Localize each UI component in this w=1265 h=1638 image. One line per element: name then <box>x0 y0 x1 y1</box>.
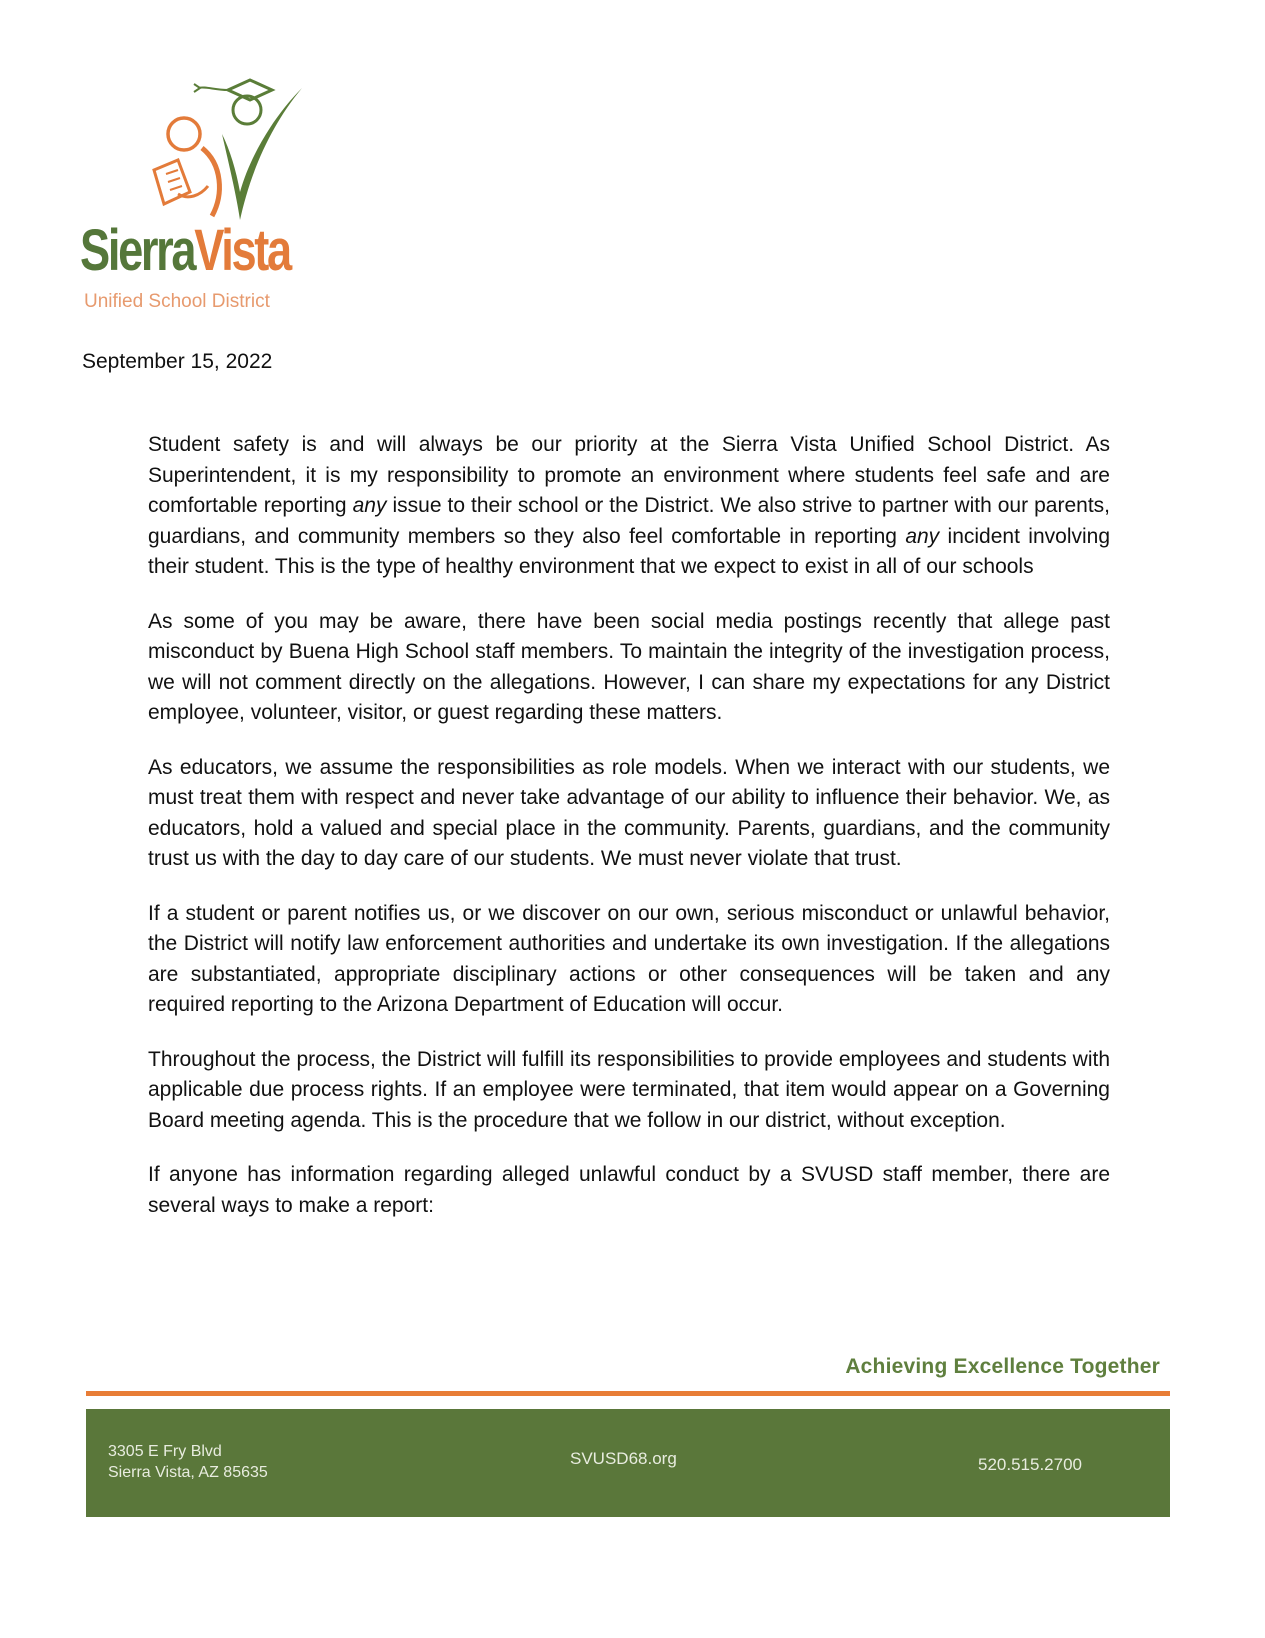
footer-phone: 520.515.2700 <box>978 1455 1082 1474</box>
paragraph-2: As some of you may be aware, there have been social media postings recently that allege past misconduct by Buena High School staff members. To maintain the integrity of the investigation process, we will not comment directly on the allegations. However, I can share my expectations for any District employee, volunteer, visitor, or guest regarding these matters. <box>148 609 1110 724</box>
logo-name-vista: Vista <box>194 218 290 283</box>
district-logo <box>80 70 320 320</box>
address-line-2: Sierra Vista, AZ 85635 <box>108 1464 268 1481</box>
footer-bar <box>86 1409 1170 1517</box>
footer-address <box>108 1441 268 1483</box>
logo-subtitle: Unified School District <box>84 291 270 312</box>
paragraph-5: Throughout the process, the District will fulfill its responsibilities to provide employees and students with applicable due process rights. If an employee were terminated, that item would appear on a Governing Board meeting agenda. This is the procedure that we follow in our district, without exception. <box>148 1047 1110 1132</box>
paragraph-1: Student safety is and will always be our priority at the Sierra Vista Unified School District. As Superintendent, it is my responsibility to promote an environment where students feel safe and are comfortable reporting any issue to their school or the District. We also strive to partner with our parents, guardians, and community members so they also feel comfortable in reporting any incident involving their student. This is the type of healthy environment that we expect to exist in all of our schools <box>148 433 1111 578</box>
student-graduate-icon <box>144 74 324 224</box>
letter-date: September 15, 2022 <box>82 350 273 373</box>
logo-wordmark <box>80 218 290 283</box>
paragraph-4: If a student or parent notifies us, or we discover on our own, serious misconduct or unlawful behavior, the District will notify law enforcement authorities and undertake its own investigation. If the allegations are substantiated, appropriate disciplinary actions or other consequences will be taken and any required reporting to the Arizona Department of Education will occur. <box>148 901 1110 1016</box>
paragraph-3: As educators, we assume the responsibilities as role models. When we interact with our students, we must treat them with respect and never take advantage of our ability to influence their behavior. We, as educators, hold a valued and special place in the community. Parents, guardians, and the community trust us with the day to day care of our students. We must never violate that trust. <box>148 755 1110 870</box>
footer-divider <box>86 1391 1170 1396</box>
footer-website: SVUSD68.org <box>570 1449 677 1468</box>
letter-body <box>148 430 1110 1245</box>
paragraph-6: If anyone has information regarding alleged unlawful conduct by a SVUSD staff member, there are several ways to make a report: <box>148 1163 1110 1217</box>
address-line-1: 3305 E Fry Blvd <box>108 1443 222 1460</box>
logo-name-sierra: Sierra <box>80 218 195 283</box>
footer-tagline: Achieving Excellence Together <box>845 1355 1160 1378</box>
